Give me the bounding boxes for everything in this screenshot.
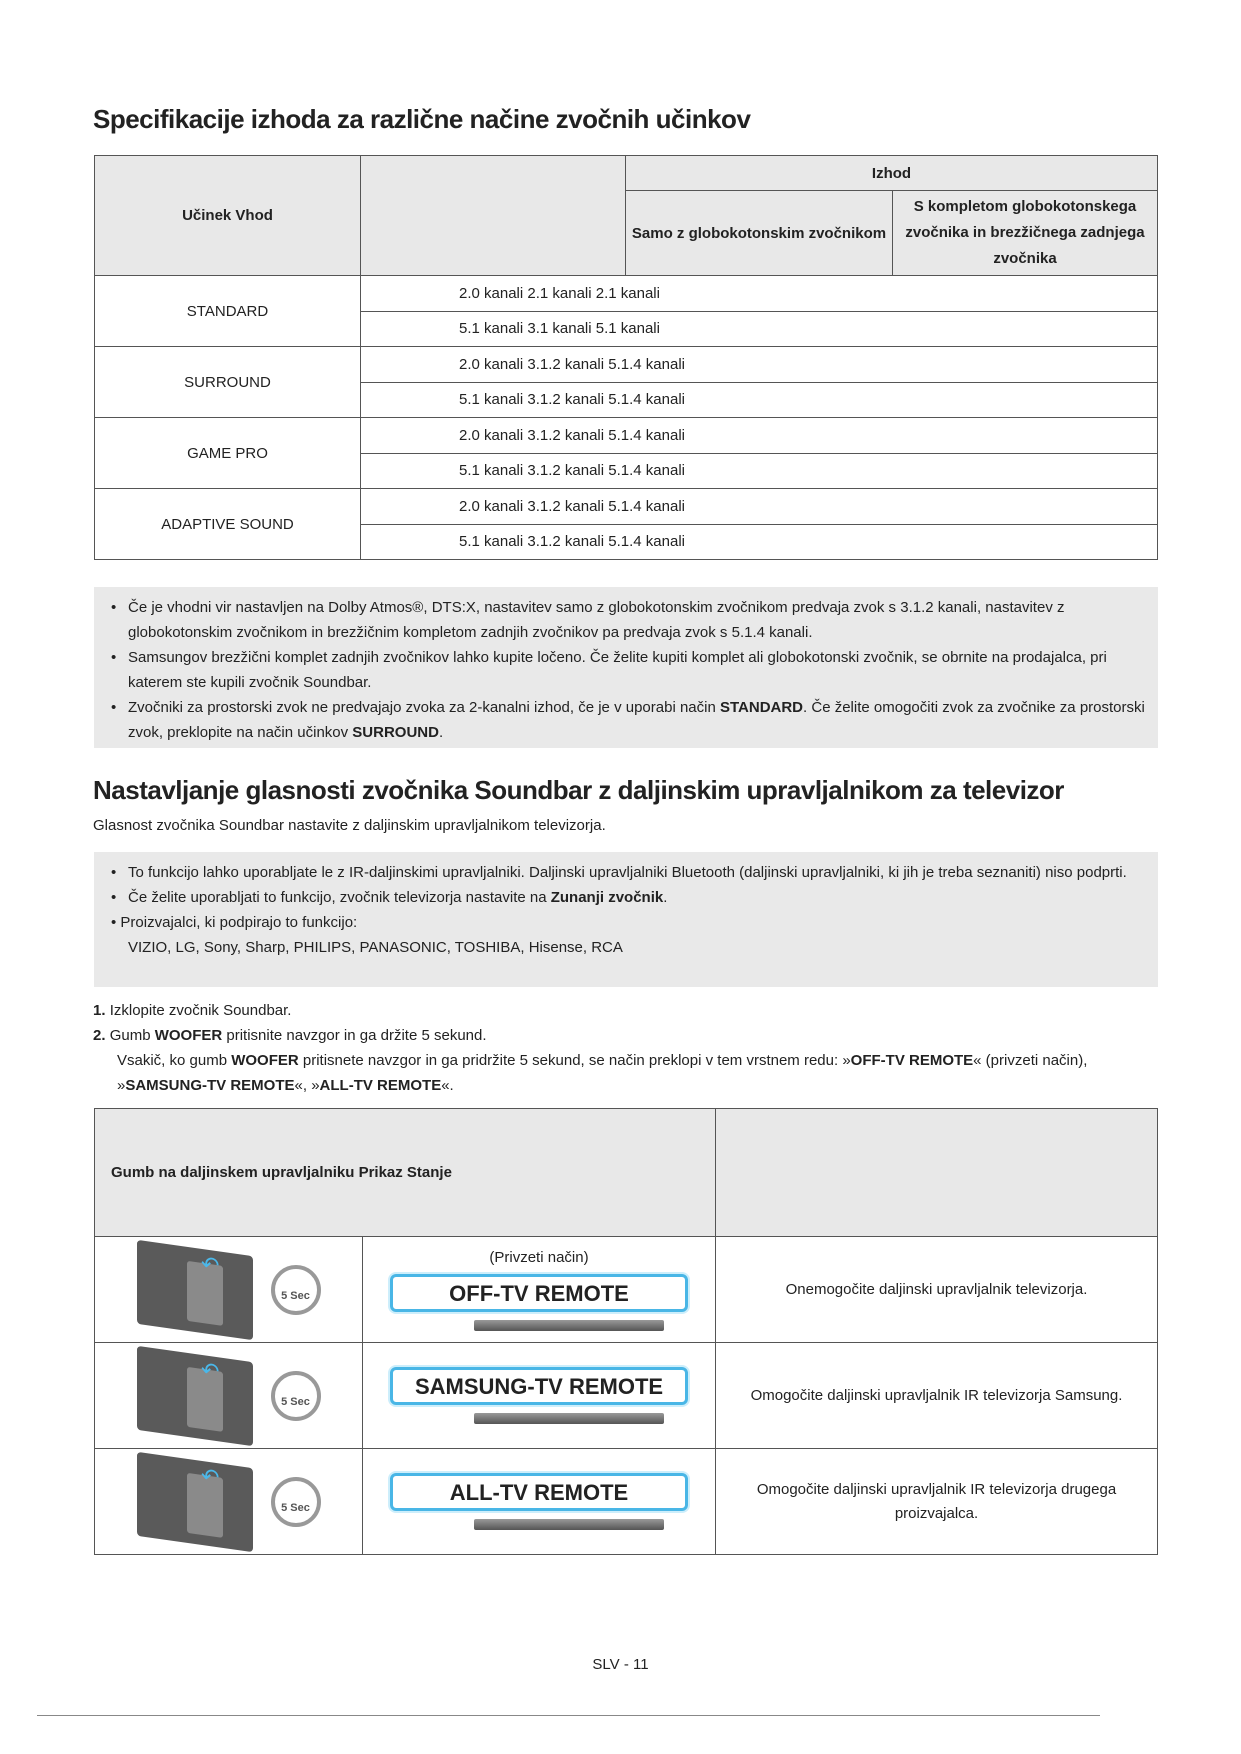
channel-values: 5.1 kanali 3.1.2 kanali 5.1.4 kanali <box>361 524 893 560</box>
channel-values: 5.1 kanali 3.1.2 kanali 5.1.4 kanali <box>361 453 893 489</box>
header-output: Izhod <box>626 156 1158 191</box>
notes-box-2 <box>94 852 1158 987</box>
header-blank <box>361 156 626 276</box>
table-header: Gumb na daljinskem upravljalniku Prikaz Stanje <box>95 1109 716 1237</box>
display-cell <box>363 1343 716 1449</box>
table-row <box>95 489 1158 525</box>
default-note: (Privzeti način) <box>489 1248 589 1266</box>
page-number: SLV - 11 <box>592 1656 649 1673</box>
steps: 1. Izklopite zvočnik Soundbar. 2. Gumb WOOFER pritisnite navzgor in ga držite 5 sekund. Vsakič, ko gumb WOOFER pritisnete navzgor in ga pridržite 5 sekund, se način preklopi v tem vrstnem redu: »OFF-TV REMOTE« (privzeti način), »SAMSUNG-TV REMOTE«, »ALL-TV REMOTE«. <box>93 1002 1088 1094</box>
header-input: Učinek Vhod <box>95 156 361 276</box>
empty-cell <box>893 524 1158 560</box>
remote-illustration <box>95 1449 363 1555</box>
remote-control-icon: ↶ <box>137 1451 253 1551</box>
empty-cell <box>893 453 1158 489</box>
display-bubble: SAMSUNG-TV REMOTE <box>390 1367 688 1405</box>
remote-control-icon: ↶ <box>137 1239 253 1339</box>
table-row <box>95 347 1158 383</box>
effect-name: GAME PRO <box>95 418 361 489</box>
note: • Samsungov brezžični komplet zadnjih zvočnikov lahko kupite ločeno. Če želite kupiti komplet ali globokotonski zvočnik, se obrnite na prodajalca, pri katerem ste kupili zvočnik Soundbar. <box>106 645 1146 695</box>
channel-values: 5.1 kanali 3.1.2 kanali 5.1.4 kanali <box>361 382 893 418</box>
channel-values: 2.0 kanali 3.1.2 kanali 5.1.4 kanali <box>361 347 893 383</box>
timer-icon: 5 Sec <box>271 1477 321 1527</box>
header-blank <box>716 1109 1158 1237</box>
empty-cell <box>893 382 1158 418</box>
effect-name: SURROUND <box>95 347 361 418</box>
footer-divider <box>37 1715 1100 1716</box>
note: • To funkcijo lahko uporabljate le z IR-daljinskimi upravljalniki. Daljinski upravljalniki Bluetooth (daljinski upravljalniki, ki jih je treba seznaniti) niso podprti. <box>106 860 1146 885</box>
output-spec-table <box>94 155 1158 560</box>
intro-text: Glasnost zvočnika Soundbar nastavite z daljinskim upravljalnikom televizorja. <box>93 817 606 834</box>
timer-icon: 5 Sec <box>271 1371 321 1421</box>
remote-illustration <box>95 1343 363 1449</box>
effect-name: STANDARD <box>95 276 361 347</box>
table-row <box>95 1449 1158 1555</box>
empty-cell <box>893 418 1158 454</box>
state-cell: Omogočite daljinski upravljalnik IR televizorja drugega proizvajalca. <box>716 1449 1158 1555</box>
table-row <box>95 1237 1158 1343</box>
empty-cell <box>893 489 1158 525</box>
display-bubble: OFF-TV REMOTE <box>390 1274 688 1312</box>
display-bubble: ALL-TV REMOTE <box>390 1473 688 1511</box>
channel-values: 2.0 kanali 2.1 kanali 2.1 kanali <box>361 276 893 312</box>
timer-icon: 5 Sec <box>271 1265 321 1315</box>
empty-cell <box>893 347 1158 383</box>
manufacturers-list: VIZIO, LG, Sony, Sharp, PHILIPS, PANASONIC, TOSHIBA, Hisense, RCA <box>128 939 623 956</box>
display-cell <box>363 1449 716 1555</box>
note: • Če želite uporabljati to funkcijo, zvočnik televizorja nastavite na Zunanji zvočnik. <box>106 885 1146 910</box>
remote-mode-table <box>94 1108 1158 1555</box>
notes-box-1 <box>94 587 1158 748</box>
effect-name: ADAPTIVE SOUND <box>95 489 361 560</box>
channel-values: 5.1 kanali 3.1 kanali 5.1 kanali <box>361 311 893 347</box>
soundbar-icon <box>474 1320 664 1331</box>
table-row <box>95 418 1158 454</box>
section-title-2: Nastavljanje glasnosti zvočnika Soundbar z daljinskim upravljalnikom za televizor <box>93 775 1064 805</box>
remote-illustration <box>95 1237 363 1343</box>
empty-cell <box>893 276 1158 312</box>
note: • Proizvajalci, ki podpirajo to funkcijo: <box>111 914 358 931</box>
section-title: Specifikacije izhoda za različne načine zvočnih učinkov <box>93 104 751 134</box>
table-row <box>95 276 1158 312</box>
state-cell: Omogočite daljinski upravljalnik IR televizorja Samsung. <box>716 1343 1158 1449</box>
channel-values: 2.0 kanali 3.1.2 kanali 5.1.4 kanali <box>361 418 893 454</box>
header-sub2: S kompletom globokotonskega zvočnika in brezžičnega zadnjega zvočnika <box>893 191 1158 276</box>
soundbar-icon <box>474 1519 664 1530</box>
soundbar-icon <box>474 1413 664 1424</box>
state-cell: Onemogočite daljinski upravljalnik televizorja. <box>716 1237 1158 1343</box>
note: • Če je vhodni vir nastavljen na Dolby Atmos®, DTS:X, nastavitev samo z globokotonskim zvočnikom predvaja zvok s 3.1.2 kanali, nastavitev z globokotonskim zvočnikom in brezžičnim kompletom zadnjih zvočnikov pa predvaja zvok s 5.1.4 kanali. <box>106 595 1146 645</box>
header-sub1: Samo z globokotonskim zvočnikom <box>626 191 893 276</box>
display-cell <box>363 1237 716 1343</box>
channel-values: 2.0 kanali 3.1.2 kanali 5.1.4 kanali <box>361 489 893 525</box>
table-row <box>95 1343 1158 1449</box>
remote-control-icon: ↶ <box>137 1345 253 1445</box>
note: • Zvočniki za prostorski zvok ne predvajajo zvoka za 2-kanalni izhod, če je v uporabi način STANDARD. Če želite omogočiti zvok za zvočnike za prostorski zvok, preklopite na način učinkov SURROUND. <box>106 695 1146 745</box>
empty-cell <box>893 311 1158 347</box>
